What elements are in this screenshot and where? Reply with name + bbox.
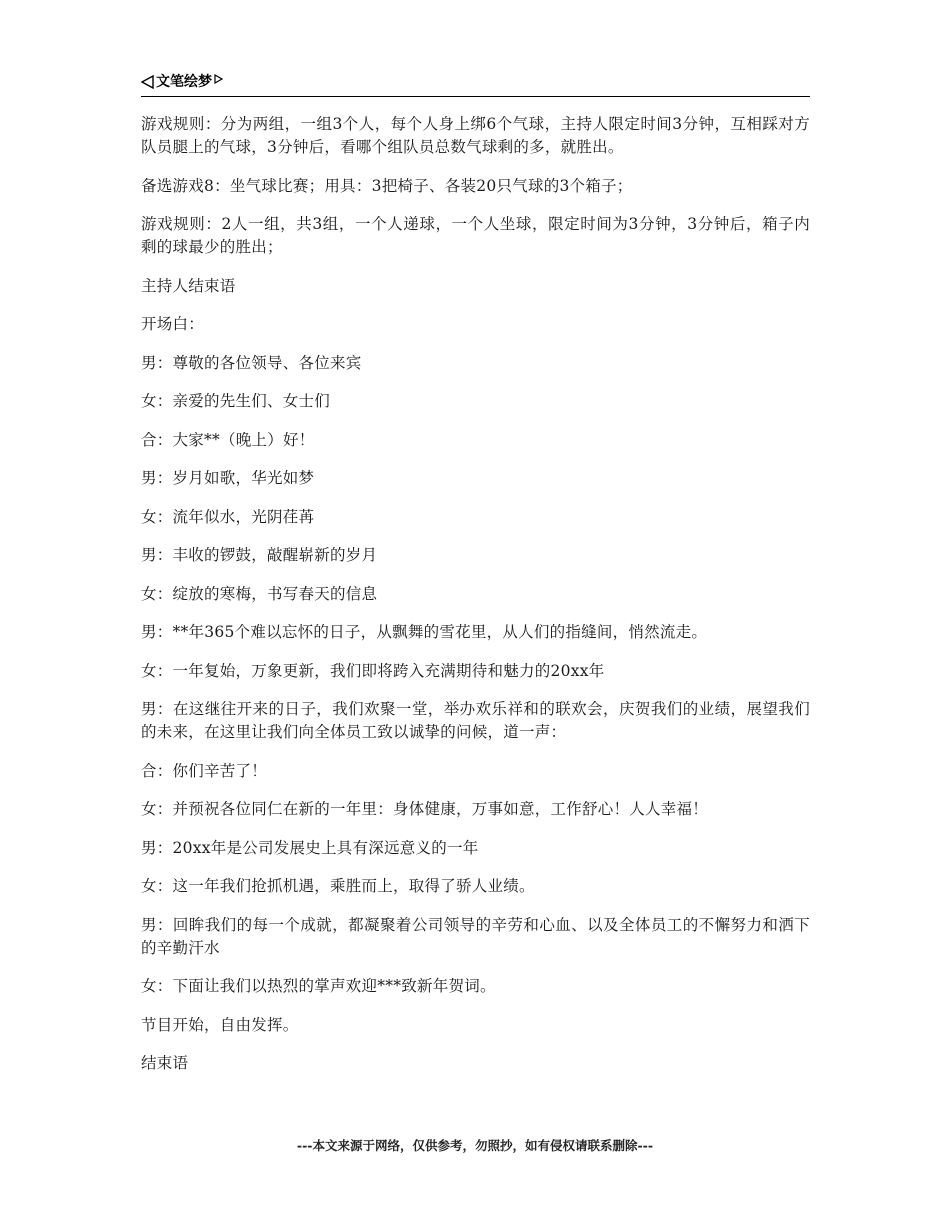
script-line: 男：回眸我们的每一个成就，都凝聚着公司领导的辛劳和心血、以及全体员工的不懈努力和洒下的辛勤汗水	[141, 915, 810, 957]
paragraph-backup-game-8: 备选游戏8：坐气球比赛；用具：3把椅子、各装20只气球的3个箱子；	[141, 176, 633, 195]
script-line: 男：**年365个难以忘怀的日子，从飘舞的雪花里，从人们的指缝间，悄然流走。	[141, 623, 708, 641]
script-line: 女：亲爱的先生们、女士们	[141, 392, 331, 410]
script-line: 合：大家**（晚上）好！	[141, 430, 315, 449]
triangle-right-icon	[214, 74, 223, 84]
script-line: 女：并预祝各位同仁在新的一年里：身体健康，万事如意，工作舒心！人人幸福！	[141, 800, 709, 818]
script-line: 男：丰收的锣鼓，敲醒崭新的岁月	[141, 546, 378, 564]
brand-logo	[141, 72, 223, 92]
paragraph-host-closing-heading: 主持人结束语	[141, 276, 236, 295]
paragraph-opening-heading: 开场白：	[141, 315, 205, 333]
paragraph-game-rules-1: 游戏规则：分为两组，一组3个人，每个人身上绑6个气球，主持人限定时间3分钟，互相踩对方队员腿上的气球，3分钟后，看哪个组队员总数气球剩的多，就胜出。	[141, 115, 810, 156]
script-line: 合：你们辛苦了！	[141, 761, 268, 780]
paragraph-closing-heading: 结束语	[141, 1054, 189, 1072]
script-line: 女：流年似水，光阴荏苒	[141, 507, 315, 526]
script-line: 男：岁月如歌，华光如梦	[141, 469, 315, 487]
script-line: 女：绽放的寒梅，书写春天的信息	[141, 584, 378, 603]
script-line: 女：这一年我们抢抓机遇，乘胜而上，取得了骄人业绩。	[141, 877, 535, 895]
page-header	[141, 72, 810, 97]
script-line: 女：下面让我们以热烈的掌声欢迎***致新年贺词。	[141, 977, 496, 995]
document-body	[141, 113, 810, 1091]
paragraph-program-start: 节目开始，自由发挥。	[141, 1015, 299, 1034]
paragraph-game-rules-2: 游戏规则：2人一组，共3组，一个人递球，一个人坐球，限定时间为3分钟，3分钟后，箱子内剩的球最少的胜出；	[141, 215, 810, 256]
triangle-left-icon	[141, 75, 154, 89]
page-footer-disclaimer: ---本文来源于网络，仅供参考，勿照抄，如有侵权请联系删除---	[296, 1138, 654, 1153]
script-line: 女：一年复始，万象更新，我们即将跨入充满期待和魅力的20xx年	[141, 661, 605, 680]
brand-name: 文笔绘梦	[156, 74, 212, 90]
script-line: 男：20xx年是公司发展史上具有深远意义的一年	[141, 838, 479, 857]
script-line: 男：尊敬的各位领导、各位来宾	[141, 353, 362, 372]
script-line: 男：在这继往开来的日子，我们欢聚一堂，举办欢乐祥和的联欢会，庆贺我们的业绩，展望我们的未来，在这里让我们向全体员工致以诚挚的问候，道一声：	[141, 700, 810, 741]
